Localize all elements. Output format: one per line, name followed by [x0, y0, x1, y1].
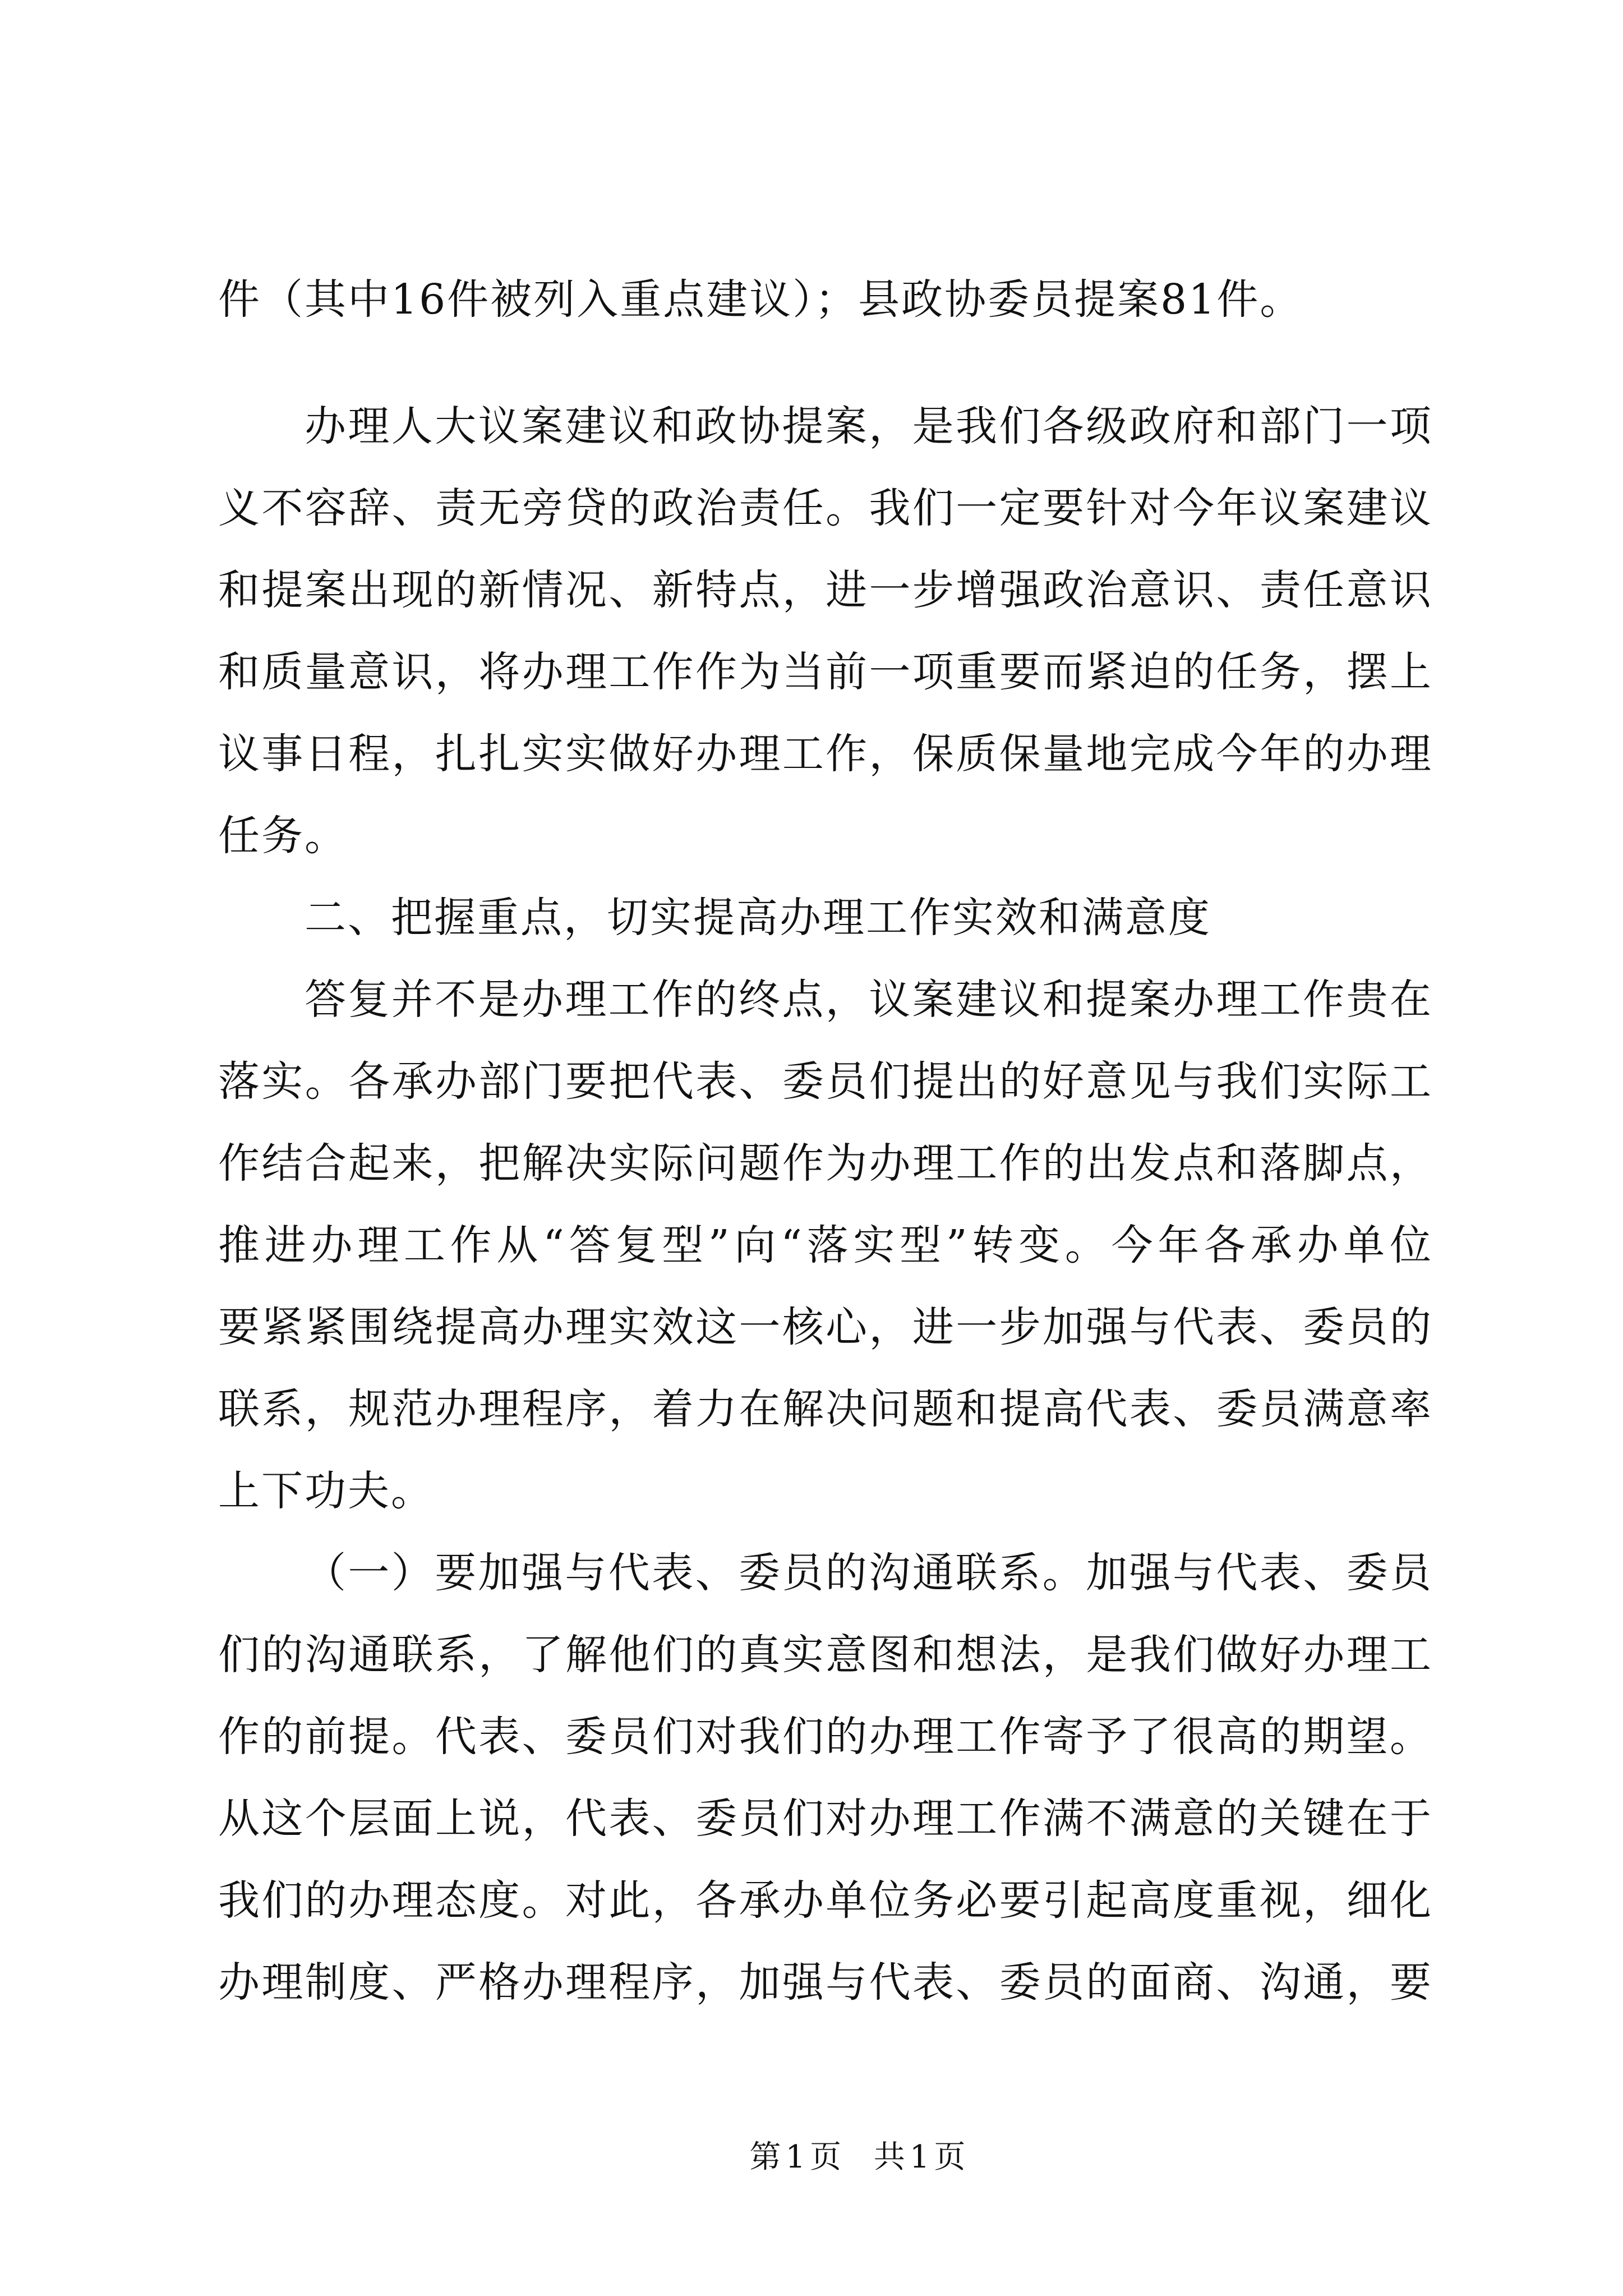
text-line: 作结合起来，把解决实际问题作为办理工作的出发点和落脚点，	[218, 1139, 1431, 1188]
text-line: 任务。	[218, 812, 348, 860]
paragraph	[218, 1532, 1431, 2023]
page-footer	[720, 2138, 1000, 2177]
paragraph	[218, 959, 1431, 1532]
text-line: 答复并不是办理工作的终点，议案建议和提案办理工作贵在	[305, 976, 1431, 1024]
paragraph-continuation	[218, 259, 1431, 341]
text-line: 推进办理工作从“答复型”向“落实型”转变。今年各承办单位	[218, 1221, 1431, 1269]
text-line: （一）要加强与代表、委员的沟通联系。加强与代表、委员	[305, 1549, 1431, 1597]
text-line: 议事日程，扎扎实实做好办理工作，保质保量地完成今年的办理	[218, 730, 1431, 778]
text-line: 义不容辞、责无旁贷的政治责任。我们一定要针对今年议案建议	[218, 484, 1431, 532]
document-body	[218, 385, 1431, 2023]
heading-text: 二、把握重点，切实提高办理工作实效和满意度	[305, 894, 1211, 942]
text-line: 要紧紧围绕提高办理实效这一核心，进一步加强与代表、委员的	[218, 1303, 1431, 1351]
text-line: 和提案出现的新情况、新特点，进一步增强政治意识、责任意识	[218, 566, 1431, 614]
text-line: 作的前提。代表、委员们对我们的办理工作寄予了很高的期望。	[218, 1713, 1431, 1761]
page-number-label: 第1页 共1页	[749, 2139, 970, 2175]
text-line: 办理人大议案建议和政协提案，是我们各级政府和部门一项	[305, 402, 1431, 450]
text-line: 从这个层面上说，代表、委员们对办理工作满不满意的关键在于	[218, 1795, 1431, 1843]
text-line: 和质量意识，将办理工作作为当前一项重要而紧迫的任务，摆上	[218, 648, 1431, 696]
text-line: 联系，规范办理程序，着力在解决问题和提高代表、委员满意率	[218, 1385, 1431, 1433]
paragraph	[218, 385, 1431, 877]
section-heading	[218, 877, 1431, 959]
text-line: 们的沟通联系，了解他们的真实意图和想法，是我们做好办理工	[218, 1631, 1431, 1679]
text-line: 落实。各承办部门要把代表、委员们提出的好意见与我们实际工	[218, 1057, 1431, 1106]
text-line: 办理制度、严格办理程序，加强与代表、委员的面商、沟通，要	[218, 1958, 1431, 2007]
text-line: 我们的办理态度。对此，各承办单位务必要引起高度重视，细化	[218, 1876, 1431, 1925]
text-line: 件（其中16件被列入重点建议）；县政协委员提案81件。	[218, 275, 1303, 324]
text-line: 上下功夫。	[218, 1467, 434, 1515]
